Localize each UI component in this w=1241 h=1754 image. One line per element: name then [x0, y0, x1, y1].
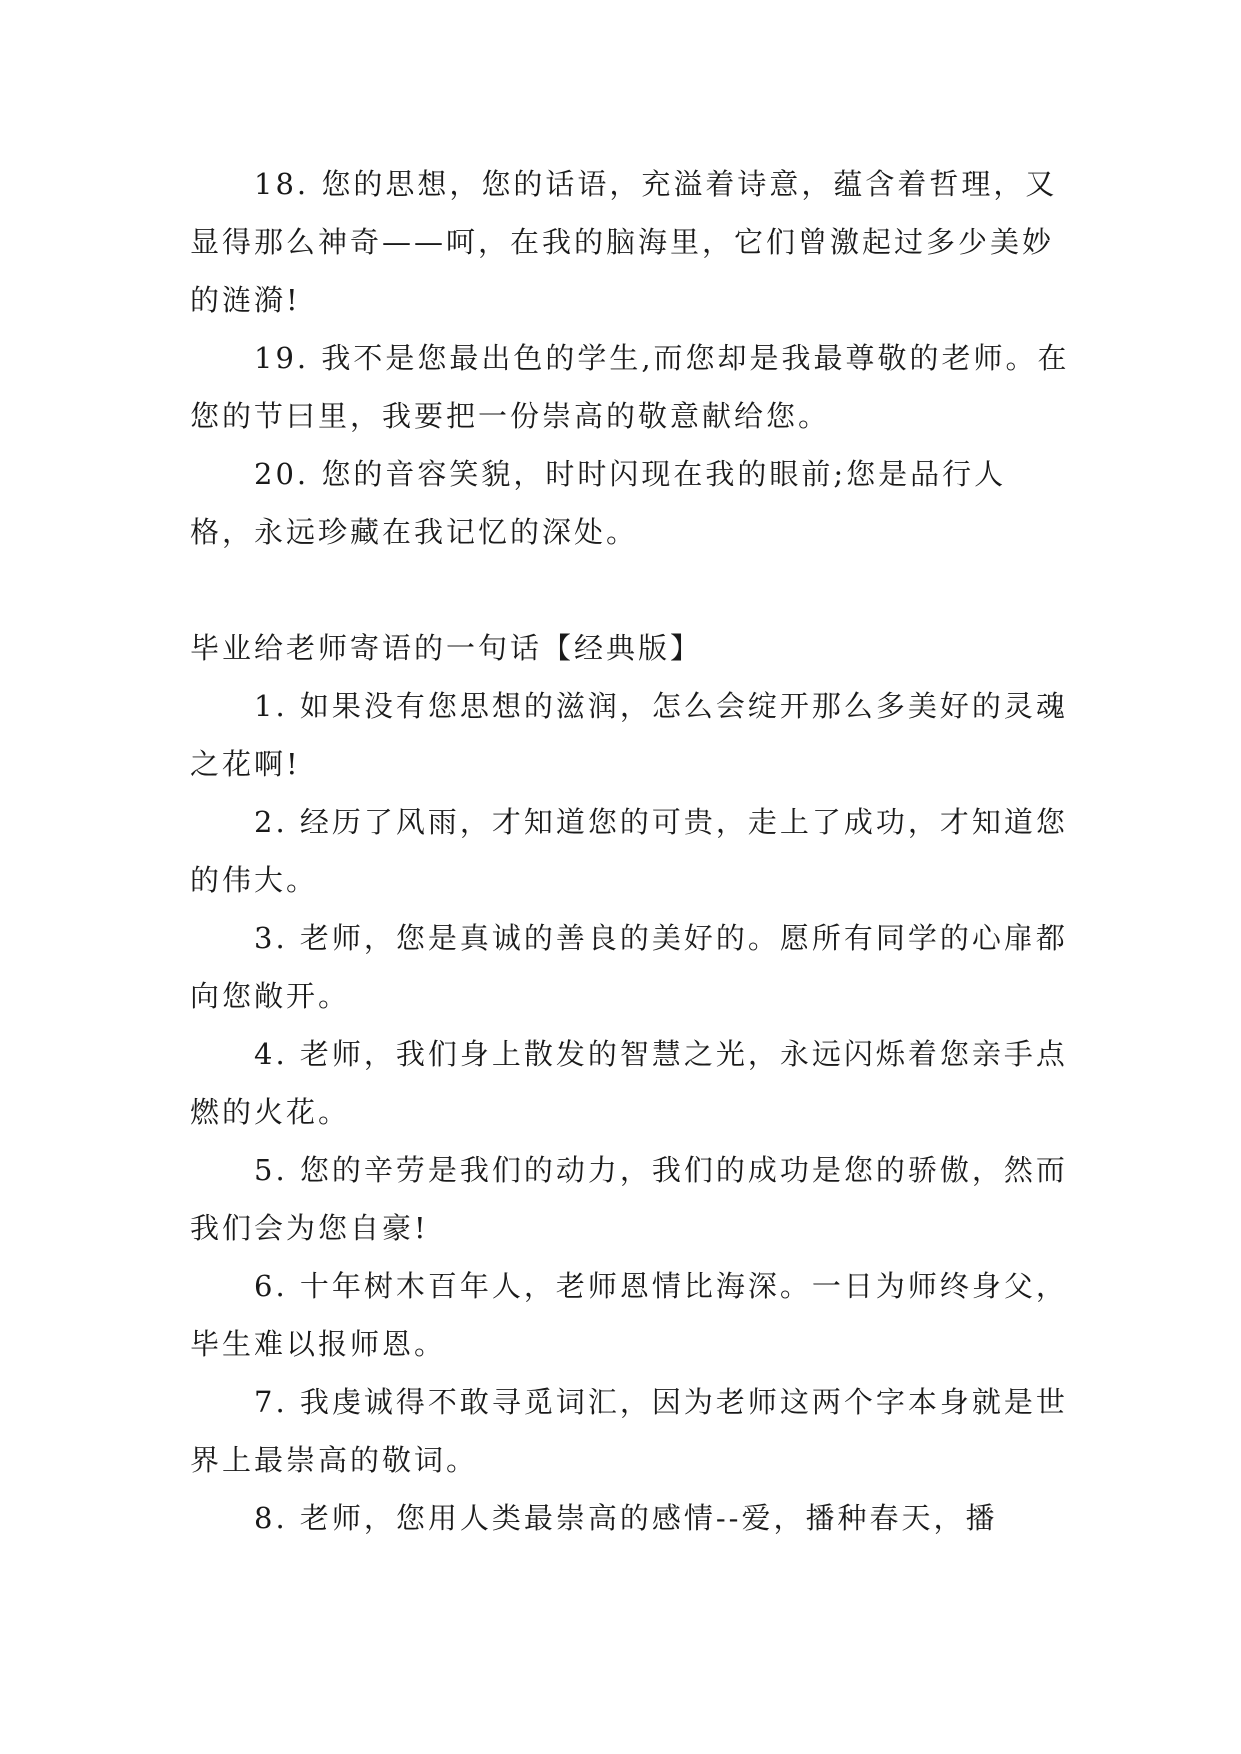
document-body	[190, 155, 1070, 1547]
paragraph-5: 5. 您的辛劳是我们的动力，我们的成功是您的骄傲，然而我们会为您自豪!	[190, 1153, 1068, 1245]
paragraph-3: 3. 老师，您是真诚的善良的美好的。愿所有同学的心扉都向您敞开。	[190, 921, 1068, 1013]
paragraph-2: 2. 经历了风雨，才知道您的可贵，走上了成功，才知道您的伟大。	[190, 805, 1068, 897]
paragraph-19: 19. 我不是您最出色的学生,而您却是我最尊敬的老师。在您的节曰里，我要把一份崇高的敬意献给您。	[190, 341, 1070, 433]
paragraph-8: 8. 老师，您用人类最崇高的感情--爱，播种春天，播	[254, 1501, 998, 1535]
paragraph-20: 20. 您的音容笑貌，时时闪现在我的眼前;您是品行人格，永远珍藏在我记忆的深处。	[190, 457, 1007, 549]
section-heading: 毕业给老师寄语的一句话【经典版】	[190, 631, 703, 665]
paragraph-7: 7. 我虔诚得不敢寻觅词汇，因为老师这两个字本身就是世界上最崇高的敬词。	[190, 1385, 1068, 1477]
paragraph-6: 6. 十年树木百年人，老师恩情比海深。一日为师终身父，毕生难以报师恩。	[190, 1269, 1068, 1361]
paragraph-1: 1. 如果没有您思想的滋润，怎么会绽开那么多美好的灵魂之花啊!	[190, 689, 1068, 781]
paragraph-18: 18. 您的思想，您的话语，充溢着诗意，蕴含着哲理，又显得那么神奇——呵，在我的脑海里，它们曾激起过多少美妙的涟漪!	[190, 167, 1058, 317]
paragraph-4: 4. 老师，我们身上散发的智慧之光，永远闪烁着您亲手点燃的火花。	[190, 1037, 1068, 1129]
